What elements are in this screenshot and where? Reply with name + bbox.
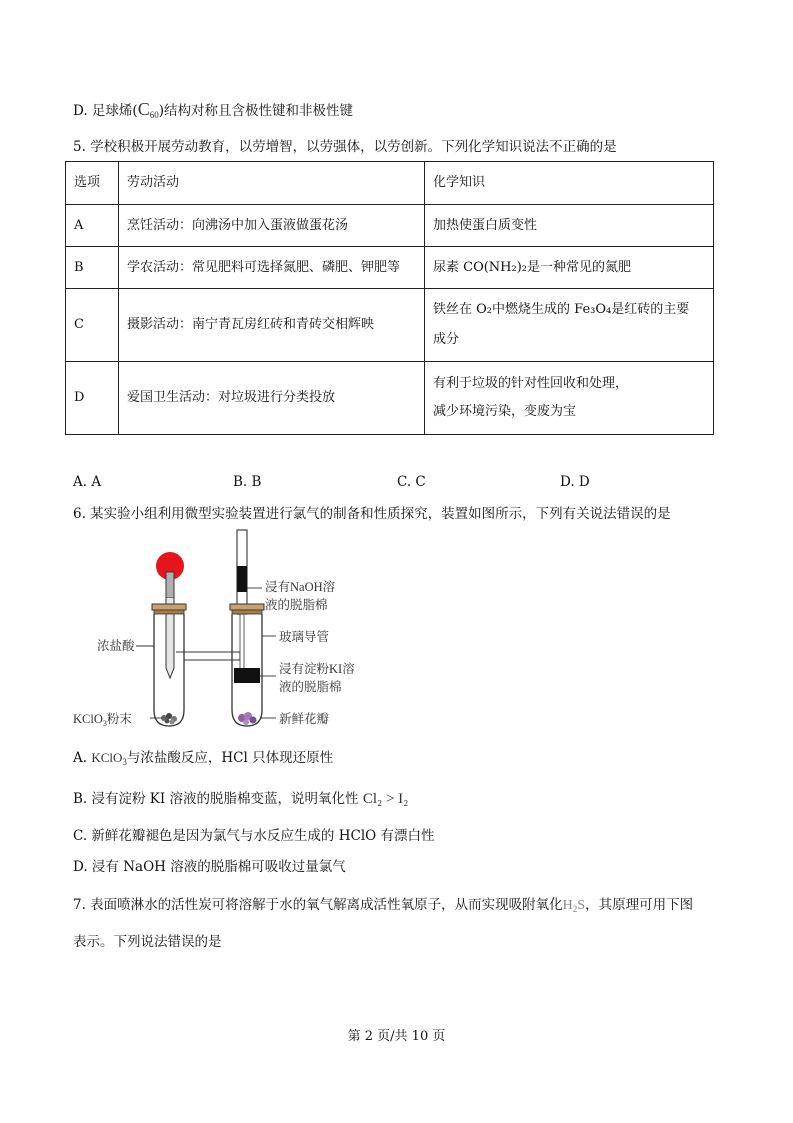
q5-table (65, 161, 714, 435)
label-glass-tube: 玻璃导管 (279, 630, 330, 644)
label-hcl: 浓盐酸 (97, 639, 135, 653)
cl2-i2-formula: Cl₂ > I₂ (362, 791, 409, 807)
page-footer: 第 2 页/共 10 页 (347, 1029, 446, 1044)
table-header-row (66, 162, 714, 205)
q6-option-d[interactable]: D. 浸有 NaOH 溶液的脱脂棉可吸收过量氯气 (73, 859, 346, 875)
stopper-right (230, 604, 264, 610)
choice-d[interactable]: D. D (560, 474, 590, 490)
c60-formula: $C_{60}$ (137, 99, 159, 120)
choice-a[interactable]: A. A (73, 474, 102, 490)
kclo3-powder (161, 713, 177, 725)
label-naoh-2: 液的脱脂棉 (265, 598, 328, 612)
h2s-formula: $H_2S$ (562, 898, 586, 914)
apparatus-diagram (70, 528, 400, 732)
stopper-left (152, 604, 186, 610)
header-activity: 劳动活动 (119, 162, 425, 205)
table-row: D 爱国卫生活动：对垃圾进行分类投放 有利于垃圾的针对性回收和处理， 减少环境污染，变废为宝 (66, 362, 714, 435)
table-row: C 摄影活动：南宁青瓦房红砖和青砖交相辉映 铁丝在 O₂中燃烧生成的 Fe₃O₄是红砖的主要 成分 (66, 289, 714, 362)
label-ki-1: 浸有淀粉KI溶 (279, 662, 355, 676)
naoh-cotton (237, 566, 247, 592)
q7-line1: 7. 表面喷淋水的活性炭可将溶解于水的氧气解离成活性氧原子，从而实现吸附氧化$H_2S$，其原理可用下图 (73, 897, 694, 914)
q6-stem: 6. 某实验小组利用微型实验装置进行氯气的制备和性质探究，装置如图所示，下列有关说法错误的是 (73, 506, 671, 522)
q7-line2: 表示。下列说法错误的是 (73, 934, 222, 950)
choice-c[interactable]: C. C (397, 474, 426, 490)
q6-option-c[interactable]: C. 新鲜花瓣褪色是因为氯气与水反应生成的 HClO 有漂白性 (73, 828, 435, 844)
q6-option-b[interactable]: B. 浸有淀粉 KI 溶液的脱脂棉变蓝，说明氧化性 Cl₂ > I₂ (73, 791, 409, 807)
svg-text:KClO3粉末: KClO$_3$粉末 (73, 712, 132, 728)
q5-stem: 5. 学校积极开展劳动教育，以劳增智，以劳强体，以劳创新。下列化学知识说法不正确的是 (73, 139, 617, 155)
q5-choices (0, 472, 793, 492)
table-row: A 烹饪活动：向沸汤中加入蛋液做蛋花汤 加热使蛋白质变性 (66, 205, 714, 247)
label-petals: 新鲜花瓣 (279, 712, 330, 726)
q6-option-a[interactable]: A. KClO$_3$与浓盐酸反应，HCl 只体现还原性 (73, 750, 334, 767)
label-naoh-1: 浸有NaOH溶 (265, 580, 336, 594)
petals (238, 712, 257, 725)
table-row: B 学农活动：常见肥料可选择氮肥、磷肥、钾肥等 尿素 CO(NH₂)₂是一种常见的氮肥 (66, 247, 714, 289)
header-option: 选项 (66, 162, 119, 205)
header-knowledge: 化学知识 (425, 162, 714, 205)
apparatus-figure (70, 528, 400, 732)
label-ki-2: 液的脱脂棉 (279, 680, 342, 694)
connecting-tube (176, 652, 240, 660)
dropper-neck (166, 572, 174, 598)
prev-option-d: D. 足球烯$(C_{60})$结构对称且含极性键和非极性键 (73, 99, 353, 120)
choice-b[interactable]: B. B (233, 474, 262, 490)
label-kclo3: KClO (73, 712, 103, 726)
ki-cotton (234, 668, 260, 683)
